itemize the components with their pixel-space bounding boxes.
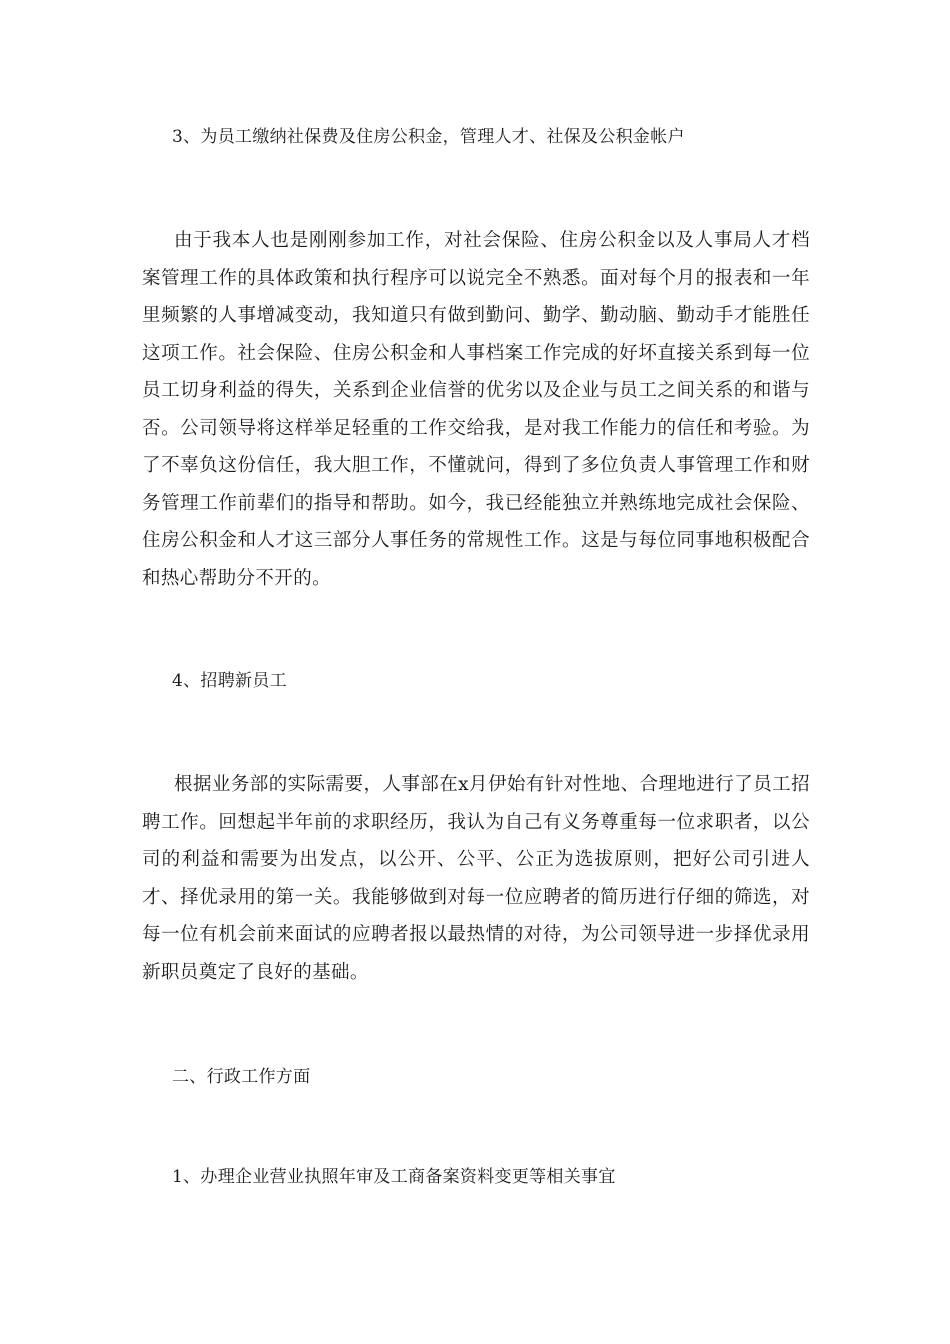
subheading-business-license: 1、办理企业营业执照年审及工商备案资料变更等相关事宜 xyxy=(172,1167,616,1187)
section-heading-administration: 二、行政工作方面 xyxy=(172,1067,311,1087)
subheading-recruitment: 4、招聘新员工 xyxy=(172,671,287,691)
paragraph-social-insurance: 由于我本人也是刚刚参加工作，对社会保险、住房公积金以及人事局人才档案管理工作的具体政策和执行程序可以说完全不熟悉。面对每个月的报表和一年里频繁的人事增减变动，我知道只有做到勤问、勤学、勤动脑、勤动手才能胜任这项工作。社会保险、住房公积金和人事档案工作完成的好坏直接关系到每一位员工切身利益的得失，关系到企业信誉的优劣以及企业与员工之间关系的和谐与否。公司领导将这样举足轻重的工作交给我，是对我工作能力的信任和考验。为了不辜负这份信任，我大胆工作，不懂就问，得到了多位负责人事管理工作和财务管理工作前辈们的指导和帮助。如今，我已经能独立并熟练地完成社会保险、住房公积金和人才这三部分人事任务的常规性工作。这是与每位同事地积极配合和热心帮助分不开的。 xyxy=(142,230,810,589)
paragraph-recruitment: 根据业务部的实际需要，人事部在x月伊始有针对性地、合理地进行了员工招聘工作。回想起半年前的求职经历，我认为自己有义务尊重每一位求职者，以公司的利益和需要为出发点，以公开、公平、公正为选拔原则，把好公司引进人才、择优录用的第一关。我能够做到对每一位应聘者的简历进行仔细的筛选，对每一位有机会前来面试的应聘者报以最热情的对待，为公司领导进一步择优录用新职员奠定了良好的基础。 xyxy=(142,774,810,983)
subheading-social-insurance: 3、为员工缴纳社保费及住房公积金，管理人才、社保及公积金帐户 xyxy=(172,127,685,147)
